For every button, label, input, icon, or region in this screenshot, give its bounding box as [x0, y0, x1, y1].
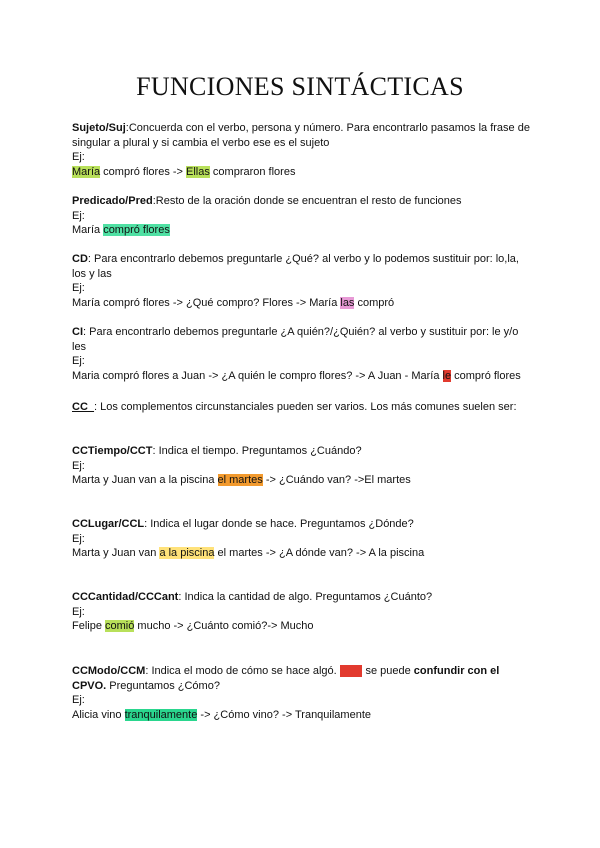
cct-ej-label: Ej: [72, 459, 85, 472]
section-ci [72, 325, 534, 383]
section-predicado [72, 194, 534, 238]
ccm-example [72, 708, 534, 723]
sujeto-definition [72, 121, 534, 150]
highlight-las: las [340, 296, 355, 309]
cct-desc: : Indica el tiempo. Preguntamos ¿Cuándo? [152, 445, 362, 457]
sujeto-term: Sujeto/Suj [72, 122, 126, 134]
ccm-after-ojo: se puede [362, 665, 414, 677]
ccm-desc: : Indica el modo de cómo se hace algó. [145, 665, 340, 677]
highlight-le: le [442, 369, 452, 382]
cd-example-end: compró [354, 296, 395, 309]
cd-definition [72, 252, 534, 281]
cd-ej-label: Ej: [72, 282, 85, 295]
cct-example-start: Marta y Juan van a la piscina [72, 474, 218, 487]
ccm-definition [72, 664, 534, 693]
section-ccl [72, 517, 534, 561]
highlight-maria: María [72, 165, 101, 178]
cd-desc: : Para encontrarlo debemos preguntarle ¿Qué? al verbo y lo podemos sustituir por: lo,la, los y las [72, 253, 519, 280]
section-cc [72, 400, 534, 415]
ccc-definition [72, 590, 534, 605]
cc-term: CC_ [72, 401, 95, 413]
cc-desc: : Los complementos circunstanciales pueden ser varios. Los más comunes suelen ser: [94, 401, 517, 413]
cd-term: CD [72, 253, 88, 265]
cct-example [72, 473, 534, 488]
cct-example-end: -> ¿Cuándo van? ->El martes [262, 474, 411, 487]
predicado-example [72, 223, 534, 238]
ccc-example [72, 619, 534, 634]
predicado-example-start: María [72, 224, 104, 237]
ccl-example [72, 546, 534, 561]
ci-term: CI [72, 326, 83, 338]
ccl-example-start: Marta y Juan van [72, 547, 160, 560]
ccc-desc: : Indica la cantidad de algo. Preguntamos ¿Cuánto? [178, 591, 433, 603]
highlight-ojo: OJO [339, 665, 363, 677]
ci-example-end: compró flores [451, 369, 521, 382]
ccl-desc: : Indica el lugar donde se hace. Preguntamos ¿Dónde? [144, 518, 414, 530]
sujeto-ej-label: Ej: [72, 151, 85, 164]
ccc-ej-label: Ej: [72, 605, 85, 618]
predicado-definition [72, 194, 534, 209]
ccm-end: Preguntamos ¿Cómo? [106, 679, 220, 692]
sujeto-example [72, 165, 534, 180]
ccl-ej-label: Ej: [72, 532, 85, 545]
ccm-example-end: -> ¿Cómo vino? -> Tranquilamente [197, 708, 371, 721]
ci-desc: : Para encontrarlo debemos preguntarle ¿A quién?/¿Quién? al verbo y sustituir por: le y/o les [72, 326, 519, 353]
ci-definition [72, 325, 534, 354]
section-cct [72, 444, 534, 488]
ci-ej-label: Ej: [72, 355, 85, 368]
ccc-example-end: mucho -> ¿Cuánto comió?-> Mucho [134, 620, 314, 633]
highlight-el-martes: el martes [217, 474, 263, 487]
page-title: FUNCIONES SINTÁCTICAS [136, 72, 464, 101]
ccc-example-start: Felipe [72, 620, 106, 633]
cc-definition [72, 400, 534, 415]
highlight-ellas: Ellas [186, 165, 210, 178]
sujeto-example-end: compraron flores [209, 165, 296, 178]
sujeto-example-mid: compró flores -> [100, 165, 187, 178]
ccm-example-start: Alicia vino [72, 708, 125, 721]
ccl-definition [72, 517, 534, 532]
highlight-a-la-piscina: a la piscina [159, 547, 215, 560]
highlight-compro-flores: compró flores [103, 224, 170, 237]
ccm-warning: confundir con el CPVO. [72, 665, 500, 692]
ccl-example-end: el martes -> ¿A dónde van? -> A la piscina [214, 547, 425, 560]
predicado-ej-label: Ej: [72, 209, 85, 222]
section-sujeto [72, 121, 534, 179]
sujeto-desc: :Concuerda con el verbo, persona y número. Para encontrarlo pasamos la frase de singular a plural y si cambia el verbo ese es el sujeto [72, 122, 530, 149]
ci-example [72, 369, 534, 384]
ci-example-start: Maria compró flores a Juan -> ¿A quién le compro flores? -> A Juan - María [72, 369, 443, 382]
highlight-tranquilamente: tranquilamente [124, 708, 198, 721]
predicado-desc: :Resto de la oración donde se encuentran el resto de funciones [152, 195, 462, 207]
cct-term: CCTiempo/CCT [72, 445, 153, 457]
highlight-comio: comió [105, 620, 135, 633]
ccm-term: CCModo/CCM [72, 665, 146, 677]
ccl-term: CCLugar/CCL [72, 518, 145, 530]
ccc-term: CCCantidad/CCCant [72, 591, 179, 603]
section-ccm [72, 664, 534, 722]
predicado-term: Predicado/Pred [72, 195, 153, 207]
cct-definition [72, 444, 534, 459]
cd-example [72, 296, 534, 311]
ccm-ej-label: Ej: [72, 694, 85, 707]
section-ccc [72, 590, 534, 634]
section-cd [72, 252, 534, 310]
cd-example-start: María compró flores -> ¿Qué compro? Flores -> María [72, 296, 341, 309]
